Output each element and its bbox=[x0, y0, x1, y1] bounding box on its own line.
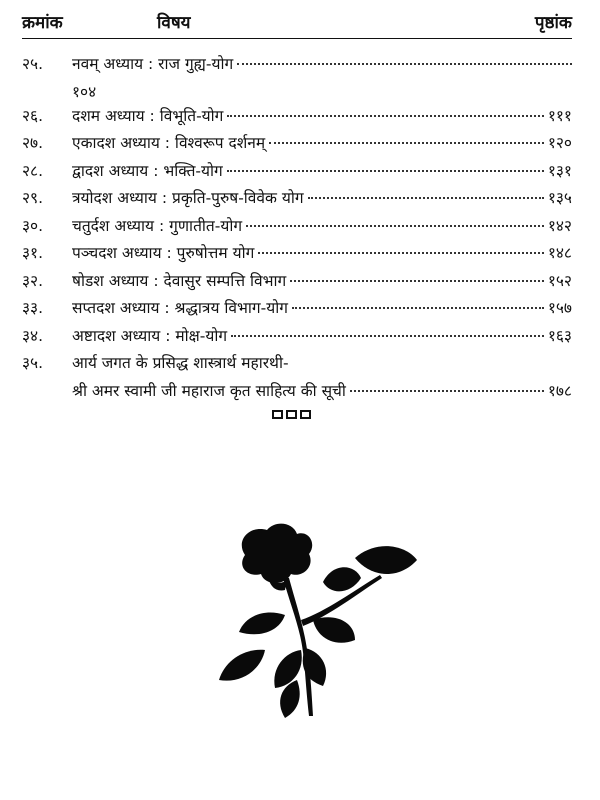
toc-entry bbox=[22, 241, 572, 269]
toc-entry bbox=[22, 269, 572, 297]
entry-title-line2: श्री अमर स्वामी जी महाराज कृत साहित्य की सूची bbox=[72, 381, 346, 400]
entry-page: १३५ bbox=[547, 189, 572, 207]
entry-title: षोडश अध्याय : देवासुर सम्पत्ति विभाग bbox=[72, 271, 287, 290]
entry-number: ३४. bbox=[22, 326, 44, 345]
entry-page: १११ bbox=[547, 106, 572, 125]
header-divider bbox=[22, 38, 572, 39]
toc-entry bbox=[22, 324, 572, 352]
entry-title: अष्टादश अध्याय : मोक्ष-योग bbox=[72, 326, 228, 345]
entry-page-wrapped bbox=[22, 80, 572, 104]
entry-page: १५२ bbox=[547, 271, 572, 290]
table-of-contents bbox=[22, 52, 572, 406]
dot-leader bbox=[237, 63, 572, 65]
entry-page: १७८ bbox=[547, 381, 572, 400]
entry-page: १४८ bbox=[547, 244, 572, 262]
entry-title: त्रयोदश अध्याय : प्रकृति-पुरुष-विवेक योग bbox=[72, 189, 304, 207]
three-square-end-mark-icon bbox=[272, 410, 318, 422]
entry-number: २७. bbox=[22, 134, 44, 152]
dot-leader bbox=[227, 115, 543, 117]
subject-column-header: विषय bbox=[157, 13, 191, 33]
dot-leader bbox=[292, 307, 544, 309]
entry-number: ३१. bbox=[22, 244, 44, 262]
toc-entry-continuation bbox=[22, 379, 572, 407]
entry-title: नवम् अध्याय : राज गुह्य-योग bbox=[72, 55, 234, 73]
dot-leader bbox=[227, 170, 544, 172]
entry-number: २९. bbox=[22, 189, 44, 207]
entry-number: ३५. bbox=[22, 354, 44, 372]
dot-leader bbox=[231, 335, 544, 337]
entry-page: १३१ bbox=[547, 161, 572, 180]
entry-title: द्वादश अध्याय : भक्ति-योग bbox=[72, 161, 223, 180]
entry-number: ३३. bbox=[22, 299, 44, 317]
entry-page: १२० bbox=[547, 134, 572, 152]
entry-page: १४२ bbox=[547, 216, 572, 235]
entry-title: आर्य जगत के प्रसिद्ध शास्त्रार्थ महारथी- bbox=[72, 354, 289, 372]
dot-leader bbox=[258, 252, 543, 254]
entry-title: सप्तदश अध्याय : श्रद्धात्रय विभाग-योग bbox=[72, 299, 288, 317]
toc-entry bbox=[22, 351, 572, 379]
entry-title: दशम अध्याय : विभूति-योग bbox=[72, 106, 224, 125]
toc-entry bbox=[22, 131, 572, 159]
dot-leader bbox=[308, 197, 544, 199]
entry-number: ३०. bbox=[22, 216, 44, 235]
dot-leader bbox=[290, 280, 544, 282]
toc-entry bbox=[22, 159, 572, 187]
dot-leader bbox=[269, 142, 544, 144]
entry-number: २६. bbox=[22, 106, 44, 125]
entry-title: एकादश अध्याय : विश्वरूप दर्शनम् bbox=[72, 134, 266, 152]
toc-entry bbox=[22, 104, 572, 132]
toc-header bbox=[22, 10, 572, 38]
dot-leader bbox=[246, 225, 544, 227]
toc-entry bbox=[22, 214, 572, 242]
entry-page: १६३ bbox=[547, 326, 572, 345]
entry-page: १०४ bbox=[72, 82, 97, 101]
toc-entry bbox=[22, 296, 572, 324]
toc-entry bbox=[22, 186, 572, 214]
entry-title: पञ्चदश अध्याय : पुरुषोत्तम योग bbox=[72, 244, 255, 262]
serial-column-header: क्रमांक bbox=[22, 13, 63, 33]
entry-page: १५७ bbox=[547, 299, 572, 317]
toc-entry bbox=[22, 52, 572, 80]
entry-number: २५. bbox=[22, 55, 44, 73]
entry-number: २८. bbox=[22, 161, 44, 180]
entry-number: ३२. bbox=[22, 271, 44, 290]
rose-silhouette-icon bbox=[205, 520, 425, 720]
entry-title: चतुर्दश अध्याय : गुणातीत-योग bbox=[72, 216, 243, 235]
dot-leader bbox=[350, 390, 544, 392]
page-column-header: पृष्ठांक bbox=[534, 13, 572, 33]
